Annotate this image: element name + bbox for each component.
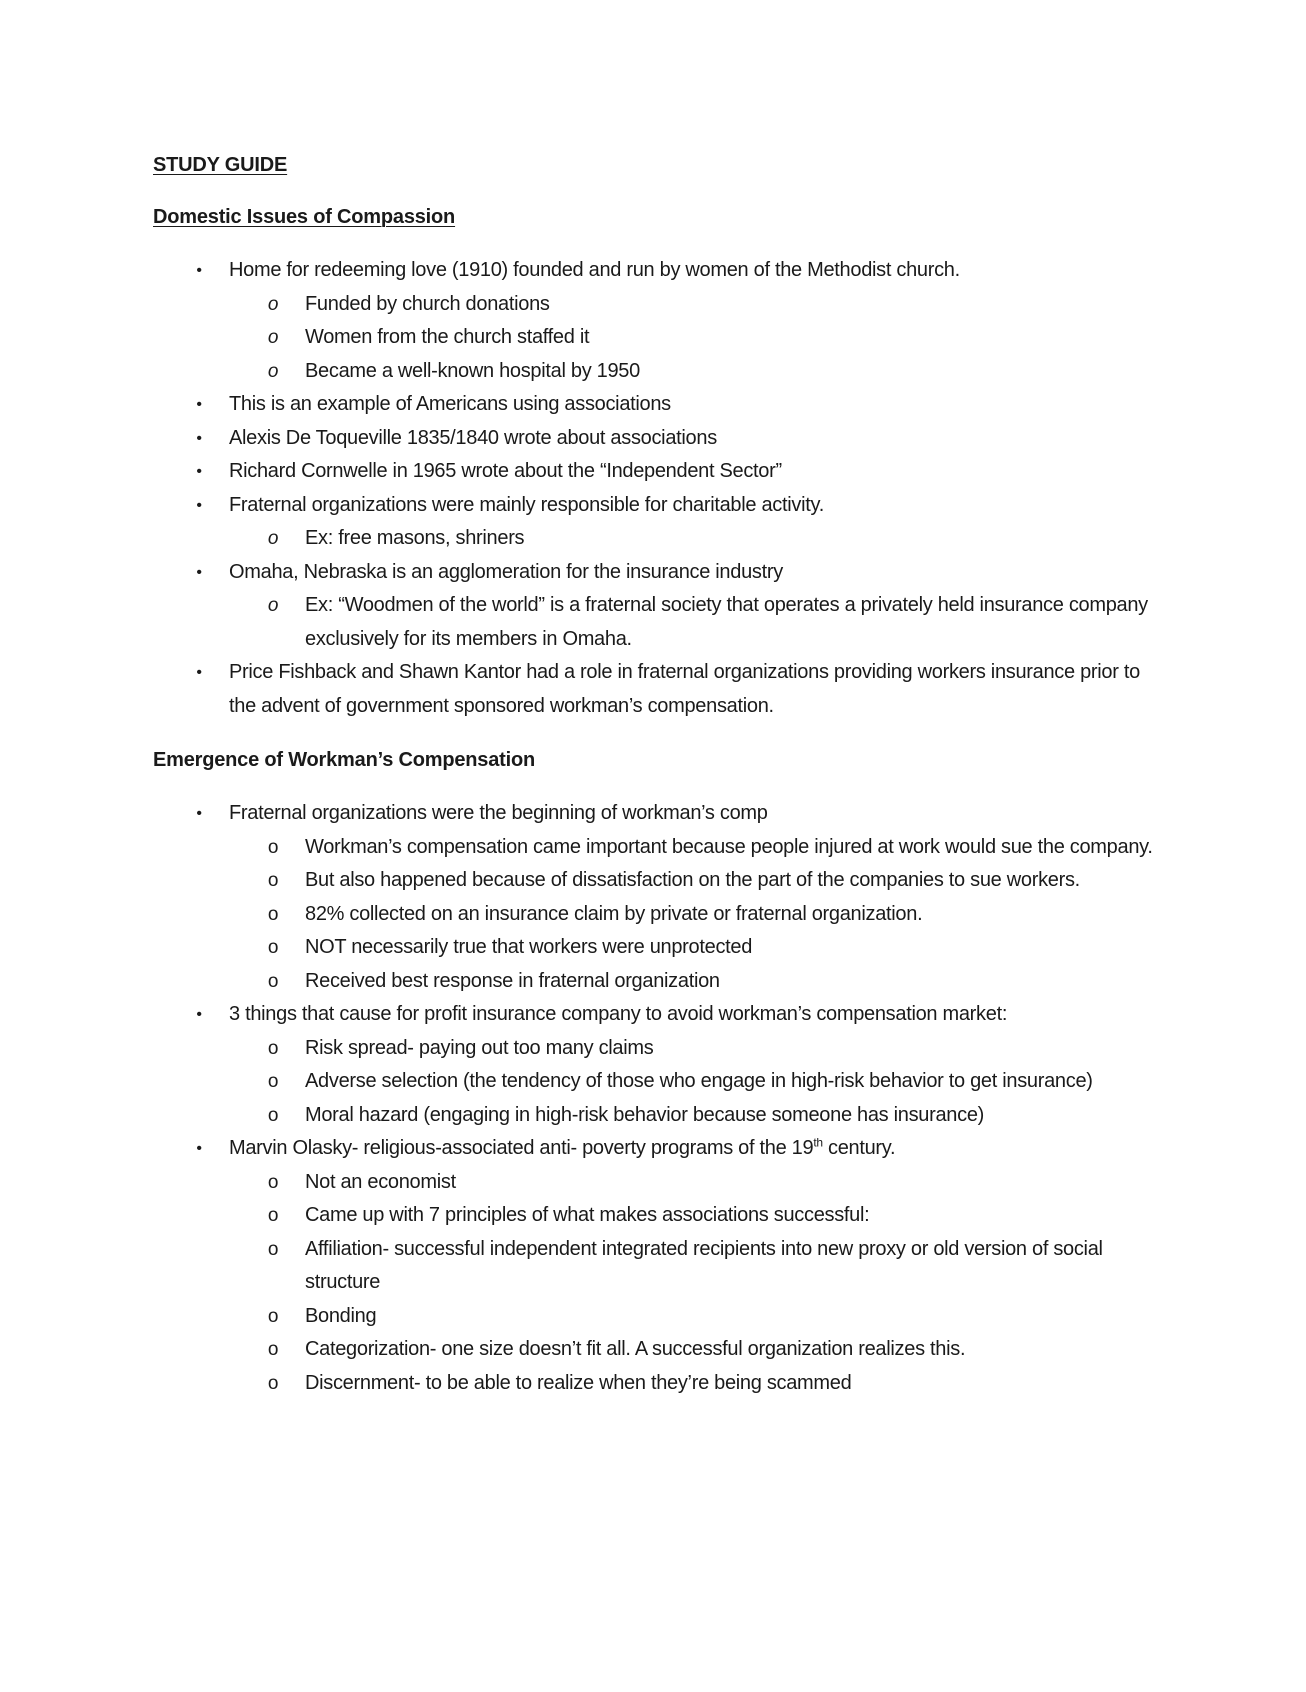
sub-list-item xyxy=(228,589,1163,656)
sub-list xyxy=(229,288,1163,389)
sub-bullet-marker: o xyxy=(267,1238,279,1260)
document-title: STUDY GUIDE xyxy=(153,154,288,176)
sub-list-item-text: Affiliation- successful independent integrated recipients into new proxy or old version of social structure xyxy=(305,1237,1103,1293)
sub-list-item xyxy=(228,1065,1163,1099)
sub-bullet-marker: o xyxy=(267,1104,279,1126)
sub-list-item-text: Became a well-known hospital by 1950 xyxy=(305,359,640,382)
sub-list-item xyxy=(228,1367,1163,1401)
list-item xyxy=(153,797,1163,998)
list-item-text: Fraternal organizations were the beginning of workman’s comp xyxy=(229,802,768,824)
list-item-text: Alexis De Toqueville 1835/1840 wrote about associations xyxy=(229,426,717,449)
list-item xyxy=(153,556,1163,657)
sub-list-item-text: Funded by church donations xyxy=(305,292,550,315)
sub-bullet-marker: o xyxy=(267,293,279,315)
sub-list-item xyxy=(228,1233,1163,1300)
list-item-text: 3 things that cause for profit insurance company to avoid workman’s compensation market: xyxy=(229,1003,1008,1025)
bullet-marker: • xyxy=(196,1006,202,1023)
sub-list-item xyxy=(228,288,1163,322)
sub-bullet-marker: o xyxy=(267,327,279,348)
sub-list-item xyxy=(228,1099,1163,1133)
list-item xyxy=(153,1132,1163,1400)
list-item-text: Richard Cornwelle in 1965 wrote about the “Independent Sector” xyxy=(229,460,782,482)
sub-list xyxy=(229,589,1163,656)
bullet-marker: • xyxy=(196,262,202,279)
sub-bullet-marker: o xyxy=(267,836,279,858)
sub-bullet-marker: o xyxy=(267,1205,279,1226)
sub-list-item xyxy=(228,1199,1163,1233)
bullet-marker: • xyxy=(196,463,202,480)
bullet-marker: • xyxy=(196,396,202,413)
bullet-marker: • xyxy=(196,805,202,822)
sub-list-item-text: 82% collected on an insurance claim by private or fraternal organization. xyxy=(305,902,923,925)
sub-list xyxy=(229,831,1163,999)
bullet-marker: • xyxy=(196,496,202,514)
sub-list-item-text: Women from the church staffed it xyxy=(305,326,590,348)
sub-list-item-text: Ex: “Woodmen of the world” is a fraternal society that operates a privately held insurance company exclusively for its members in Omaha. xyxy=(305,594,1148,650)
sub-list-item xyxy=(228,1300,1163,1334)
bullet-marker: • xyxy=(196,664,202,681)
sub-list-item xyxy=(228,965,1163,999)
sub-list-item xyxy=(228,321,1163,355)
list-item-text: Price Fishback and Shawn Kantor had a role in fraternal organizations providing workers insurance prior to the advent of government sponsored workman’s compensation. xyxy=(229,661,1140,717)
sub-list-item-text: NOT necessarily true that workers were unprotected xyxy=(305,936,753,958)
section-1-bullet-list xyxy=(153,254,1163,723)
sub-bullet-marker: o xyxy=(267,1305,279,1327)
bullet-marker: • xyxy=(196,1140,202,1157)
sub-bullet-marker: o xyxy=(267,903,279,925)
list-item xyxy=(153,422,1163,456)
sub-list xyxy=(229,1166,1163,1401)
sub-list-item-text: Not an economist xyxy=(305,1170,456,1193)
sub-bullet-marker: o xyxy=(267,937,279,958)
document-body xyxy=(153,150,1163,1400)
section-2-bullet-list xyxy=(153,797,1163,1400)
sub-list-item xyxy=(228,1333,1163,1367)
list-item xyxy=(153,388,1163,422)
sub-list-item xyxy=(228,1166,1163,1200)
sub-list-item-text: But also happened because of dissatisfaction on the part of the companies to sue workers. xyxy=(305,869,1080,891)
sub-list-item xyxy=(228,898,1163,932)
sub-bullet-marker: o xyxy=(267,360,279,382)
sub-bullet-marker: o xyxy=(267,595,279,616)
bullet-marker: • xyxy=(196,429,202,447)
sub-list-item-text: Came up with 7 principles of what makes associations successful: xyxy=(305,1204,870,1226)
sub-list-item-text: Risk spread- paying out too many claims xyxy=(305,1036,654,1059)
sub-bullet-marker: o xyxy=(267,1372,279,1394)
list-item xyxy=(153,455,1163,489)
sub-bullet-marker: o xyxy=(267,1339,279,1360)
list-item xyxy=(153,489,1163,556)
sub-list xyxy=(229,1032,1163,1133)
sub-bullet-marker: o xyxy=(267,1071,279,1092)
sub-bullet-marker: o xyxy=(267,528,279,549)
sub-bullet-marker: o xyxy=(267,870,279,891)
sub-list-item-text: Workman’s compensation came important because people injured at work would sue the company. xyxy=(305,835,1153,858)
sub-list-item xyxy=(228,522,1163,556)
sub-list-item xyxy=(228,355,1163,389)
bullet-marker: • xyxy=(196,563,202,581)
sub-bullet-marker: o xyxy=(267,1171,279,1193)
sub-list-item-text: Bonding xyxy=(305,1304,377,1327)
list-item-text-part: century. xyxy=(822,1137,896,1159)
sub-list-item-text: Adverse selection (the tendency of those who engage in high-risk behavior to get insurance) xyxy=(305,1070,1093,1092)
list-item xyxy=(153,998,1163,1132)
sub-list-item xyxy=(228,831,1163,865)
sub-list-item-text: Categorization- one size doesn’t fit all. A successful organization realizes this. xyxy=(305,1338,966,1360)
list-item xyxy=(153,656,1163,723)
section-heading-domestic-issues: Domestic Issues of Compassion xyxy=(153,206,456,228)
list-item-text: This is an example of Americans using associations xyxy=(229,393,671,415)
section-heading-workmans-compensation: Emergence of Workman’s Compensation xyxy=(153,749,535,771)
sub-list-item xyxy=(228,931,1163,965)
sub-bullet-marker: o xyxy=(267,970,279,992)
sub-bullet-marker: o xyxy=(267,1037,279,1059)
list-item-text: Fraternal organizations were mainly responsible for charitable activity. xyxy=(229,493,824,516)
sub-list-item-text: Moral hazard (engaging in high-risk behavior because someone has insurance) xyxy=(305,1103,985,1126)
sub-list-item-text: Discernment- to be able to realize when they’re being scammed xyxy=(305,1371,852,1394)
sub-list-item xyxy=(228,864,1163,898)
list-item-text: Omaha, Nebraska is an agglomeration for the insurance industry xyxy=(229,560,783,583)
sub-list-item-text: Ex: free masons, shriners xyxy=(305,527,525,549)
sub-list-item xyxy=(228,1032,1163,1066)
list-item-text xyxy=(229,1137,895,1159)
list-item xyxy=(153,254,1163,388)
sub-list xyxy=(229,522,1163,556)
list-item-text-part: Marvin Olasky- religious-associated anti- poverty programs of the 19 xyxy=(229,1137,814,1159)
sub-list-item-text: Received best response in fraternal organization xyxy=(305,969,720,992)
superscript-ordinal: th xyxy=(813,1135,823,1150)
list-item-text: Home for redeeming love (1910) founded and run by women of the Methodist church. xyxy=(229,259,960,281)
